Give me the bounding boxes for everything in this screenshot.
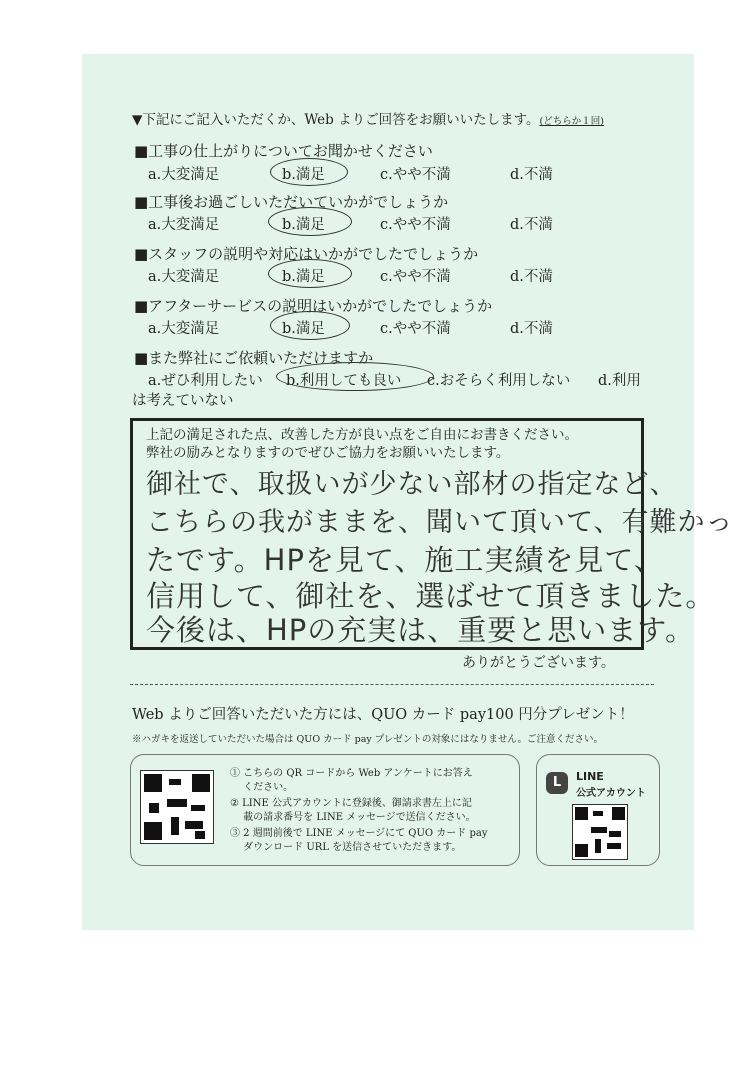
- line-subtitle: 公式アカウント: [576, 788, 646, 799]
- q5-option-a[interactable]: a.ぜひ利用したい: [148, 373, 263, 389]
- question-1-label: ■工事の仕上がりについてお聞かせください: [134, 142, 433, 160]
- q2-selected-circle: [268, 207, 352, 236]
- q5-selected-circle: [276, 362, 434, 391]
- thanks-text: ありがとうございます。: [462, 655, 615, 671]
- q3-option-c[interactable]: c.やや不満: [380, 269, 451, 285]
- step-2-line-1: ② LINE 公式アカウントに登録後、御請求書左上に記: [230, 798, 472, 809]
- q1-option-c[interactable]: c.やや不満: [380, 167, 451, 183]
- q4-selected-circle: [270, 311, 350, 340]
- intro-main: ▼下記にご記入いただくか、Web よりご回答をお願いいたします。: [132, 112, 540, 128]
- q5-option-b[interactable]: b.利用しても良い: [286, 373, 402, 389]
- comment-prompt-1: 上記の満足された点、改善した方が良い点をご自由にお書きください。: [146, 427, 578, 443]
- q5-option-d-continued: は考えていない: [132, 393, 234, 409]
- handwritten-line-4: 信用して、御社を、選ばせて頂きました。: [146, 579, 716, 613]
- q3-option-d[interactable]: d.不満: [510, 269, 553, 285]
- q2-option-b[interactable]: b.満足: [282, 217, 325, 233]
- q4-option-d[interactable]: d.不満: [510, 321, 553, 337]
- q2-option-c[interactable]: c.やや不満: [380, 217, 451, 233]
- step-2-line-2: 載の請求番号を LINE メッセージで送信ください。: [230, 812, 476, 823]
- step-3-line-1: ③ 2 週間前後で LINE メッセージにて QUO カード pay: [230, 828, 488, 839]
- q4-option-c[interactable]: c.やや不満: [380, 321, 451, 337]
- handwritten-line-3: たです。HPを見て、施工実績を見て、: [146, 543, 664, 577]
- web-qr-code[interactable]: [140, 770, 214, 844]
- step-1-line-1: ① こちらの QR コードから Web アンケートにお答え: [230, 768, 473, 779]
- line-title: LINE: [576, 770, 604, 783]
- promo-text: Web よりご回答いただいた方には、QUO カード pay100 円分プレゼント！: [132, 707, 634, 723]
- comment-prompt-2: 弊社の励みとなりますのでぜひご協力をお願いいたします。: [146, 445, 510, 461]
- line-logo-icon: L: [546, 772, 568, 794]
- q1-option-a[interactable]: a.大変満足: [148, 167, 220, 183]
- step-3-line-2: ダウンロード URL を送信させていただきます。: [230, 842, 462, 853]
- q3-option-a[interactable]: a.大変満足: [148, 269, 220, 285]
- intro-text: [132, 108, 604, 128]
- question-4-label: ■アフターサービスの説明はいかがでしたでしょうか: [134, 297, 493, 315]
- q1-option-b[interactable]: b.満足: [282, 167, 325, 183]
- q2-option-a[interactable]: a.大変満足: [148, 217, 220, 233]
- disclaimer-note: ※ハガキを返送していただいた場合は QUO カード pay プレゼントの対象にはなりません。ご注意ください。: [132, 734, 603, 745]
- q1-selected-circle: [270, 158, 348, 186]
- handwritten-line-1: 御社で、取扱いが少ない部材の指定など、: [146, 469, 678, 500]
- q3-option-b[interactable]: b.満足: [282, 269, 325, 285]
- handwritten-line-2: こちらの我がままを、聞いて頂いて、有難かっ: [146, 507, 734, 538]
- q4-option-b[interactable]: b.満足: [282, 321, 325, 337]
- line-qr-code[interactable]: [572, 804, 628, 860]
- question-3-label: ■スタッフの説明や対応はいかがでしたでしょうか: [134, 245, 479, 263]
- q5-option-d[interactable]: d.利用: [598, 373, 641, 389]
- cut-line: [130, 684, 654, 685]
- question-2-label: ■工事後お過ごしいただいていかがでしょうか: [134, 193, 449, 211]
- q4-option-a[interactable]: a.大変満足: [148, 321, 220, 337]
- q2-option-d[interactable]: d.不満: [510, 217, 553, 233]
- q5-option-c[interactable]: c.おそらく利用しない: [427, 373, 571, 389]
- step-1-line-2: ください。: [230, 782, 294, 793]
- handwritten-line-5: 今後は、HPの充実は、重要と思います。: [146, 613, 695, 647]
- q1-option-d[interactable]: d.不満: [510, 167, 553, 183]
- intro-note: (どちらか１回): [539, 116, 604, 127]
- question-5-label: ■また弊社にご依頼いただけますか: [134, 349, 374, 367]
- q3-selected-circle: [268, 259, 352, 288]
